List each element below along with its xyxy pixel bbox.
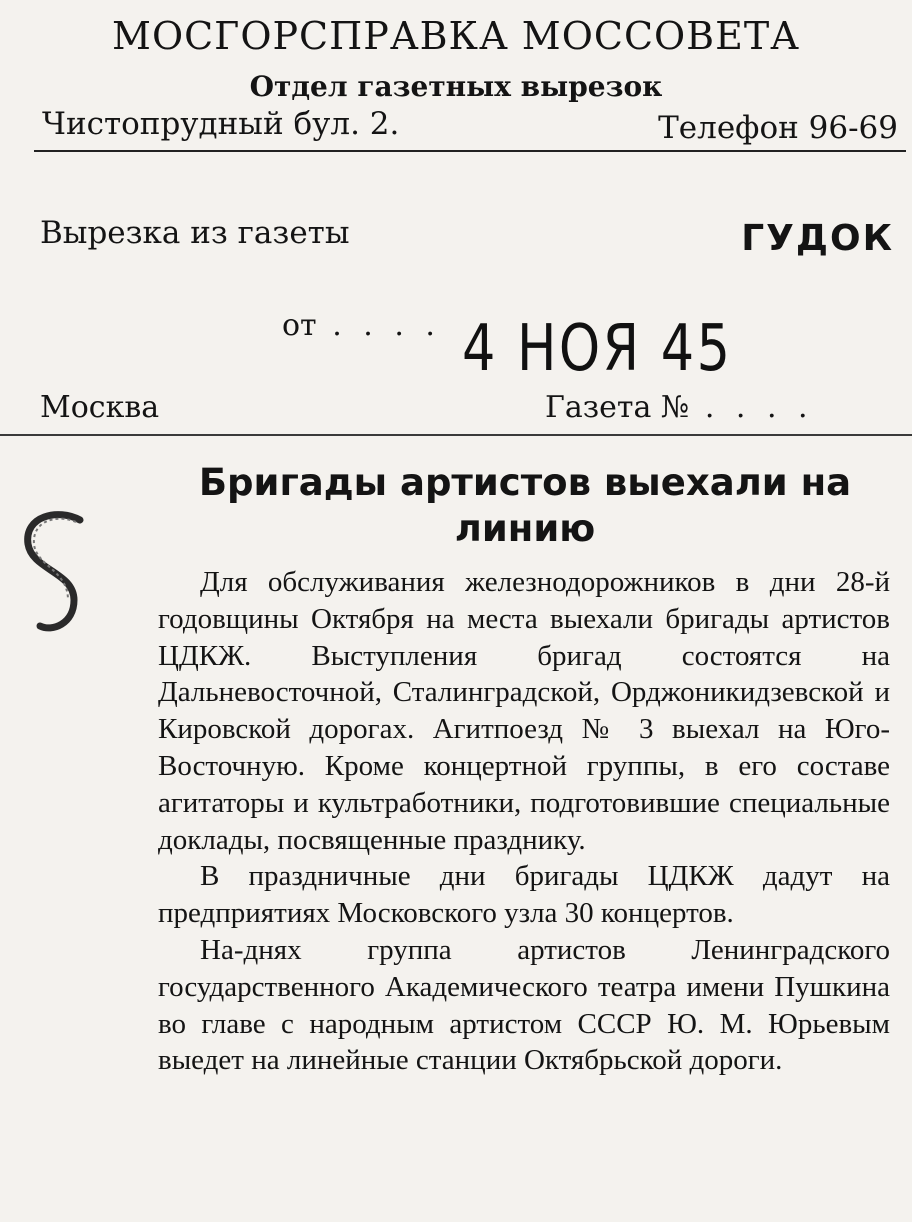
article-divider bbox=[0, 434, 912, 436]
organization-title: МОСГОРСПРАВКА МОССОВЕТА bbox=[112, 14, 800, 58]
article-paragraph: Для обслуживания железнодорожников в дни 28-й годовщины Октября на места выехали бригады артистов ЦДКЖ. Выступления бригад состоятся на Дальневосточной, Сталинградской, Орджоникидзевской и Кировской дорогах. Агитпоезд № 3 выехал на Юго-Восточную. Кроме концертной группы, в его составе агитаторы и культработники, подготовившие специальные доклады, посвященные празднику. bbox=[158, 566, 890, 856]
clipping-label: Вырезка из газеты bbox=[40, 215, 350, 251]
city: Москва bbox=[40, 390, 160, 425]
department-title: Отдел газетных вырезок bbox=[249, 70, 663, 103]
date-stamp: 4 НОЯ 45 bbox=[462, 312, 733, 386]
article-headline: Бригады артистов выехали на линию bbox=[198, 461, 852, 550]
phone: Телефон 96-69 bbox=[658, 110, 898, 146]
address: Чистопрудный бул. 2. bbox=[42, 106, 400, 142]
article-paragraph: В праздничные дни бригады ЦДКЖ дадут на предприятиях Московского узла 30 концертов. bbox=[158, 860, 890, 930]
pencil-mark-s-icon bbox=[18, 508, 88, 638]
article-body bbox=[158, 564, 890, 1079]
article-paragraph: На-днях группа артистов Ленинградского государственного Академического театра имени Пушкина во главе с народным артистом СССР Ю. М. Юрьевым выедет на линейные станции Октябрьской дороги. bbox=[158, 933, 890, 1077]
date-label: от . . . . bbox=[282, 308, 441, 343]
issue-number-label: Газета № . . . . bbox=[545, 390, 814, 425]
newspaper-name: ГУДОК bbox=[741, 218, 894, 259]
header-divider bbox=[34, 150, 906, 152]
